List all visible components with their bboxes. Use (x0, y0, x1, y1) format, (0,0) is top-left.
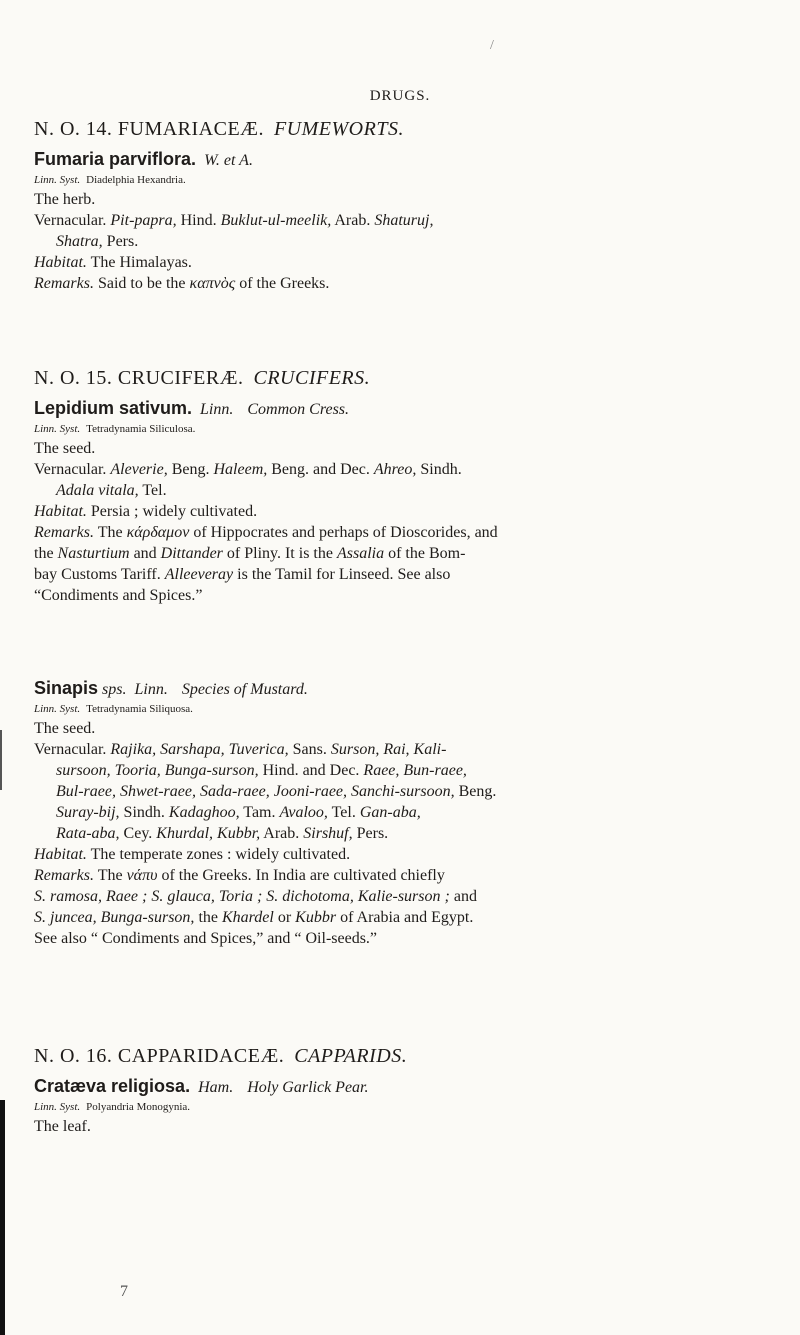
section-fumariaceae (34, 118, 764, 294)
species-heading: Fumaria parviflora. W. et A. (34, 149, 253, 169)
remarks-line: Remarks. The νάπυ of the Greeks. In India are cultivated chiefly (34, 867, 445, 884)
scan-edge-mark (0, 730, 2, 790)
vernacular-line: Adala vitala, Tel. (56, 482, 167, 499)
linnaean-system: Linn. Syst. Diadelphia Hexandria. (34, 174, 186, 186)
remarks-line: Remarks. Said to be the καπνὸς of the Greeks. (34, 275, 330, 292)
section-capparidaceae (34, 1045, 764, 1137)
habitat-line: Habitat. Persia ; widely cultivated. (34, 503, 258, 520)
remarks-line: S. juncea, Bunga-surson, the Khardel or Kubbr of Arabia and Egypt. (34, 909, 474, 926)
vernacular-line: Vernacular. Aleverie, Beng. Haleem, Beng. and Dec. Ahreo, Sindh. (34, 461, 462, 478)
vernacular-line: Rata-aba, Cey. Khurdal, Kubbr, Arab. Sirshuf, Pers. (56, 825, 389, 842)
habitat-line: Habitat. The temperate zones : widely cultivated. (34, 846, 351, 863)
vernacular-line: Bul-raee, Shwet-raee, Sada-raee, Jooni-raee, Sanchi-sursoon, Beng. (56, 783, 497, 800)
species-heading: Cratæva religiosa. Ham. Holy Garlick Pear. (34, 1076, 369, 1096)
order-heading: N. O. 16. CAPPARIDACEÆ. CAPPARIDS. (34, 1045, 408, 1067)
order-heading: N. O. 14. FUMARIACEÆ. FUMEWORTS. (34, 118, 404, 140)
part-used: The herb. (34, 191, 96, 208)
linnaean-system: Linn. Syst. Tetradynamia Siliquosa. (34, 703, 193, 715)
part-used: The leaf. (34, 1118, 91, 1135)
remarks-line: S. ramosa, Raee ; S. glauca, Toria ; S. dichotoma, Kalie-surson ; and (34, 888, 477, 905)
remarks-line: “Condiments and Spices.” (34, 587, 203, 604)
species-heading: Lepidium sativum. Linn. Common Cress. (34, 398, 350, 418)
species-heading: Sinapis sps. Linn. Species of Mustard. (34, 678, 308, 698)
stray-mark: / (490, 38, 494, 53)
remarks-line: bay Customs Tariff. Alleeveray is the Tamil for Linseed. See also (34, 566, 451, 583)
page-number: 7 (120, 1283, 128, 1300)
linnaean-system: Linn. Syst. Tetradynamia Siliculosa. (34, 423, 196, 435)
habitat-line: Habitat. The Himalayas. (34, 254, 192, 271)
vernacular-line: Vernacular. Pit-papra, Hind. Buklut-ul-meelik, Arab. Shaturuj, (34, 212, 434, 229)
running-header: DRUGS. (369, 88, 431, 104)
section-cruciferae (34, 367, 764, 606)
section-sinapis (34, 678, 764, 949)
linnaean-system: Linn. Syst. Polyandria Monogynia. (34, 1101, 191, 1113)
vernacular-line: Vernacular. Rajika, Sarshapa, Tuverica, Sans. Surson, Rai, Kali- (34, 741, 447, 758)
vernacular-line: Shatra, Pers. (56, 233, 139, 250)
part-used: The seed. (34, 720, 96, 737)
scan-edge (0, 1100, 5, 1335)
remarks-line: the Nasturtium and Dittander of Pliny. It is the Assalia of the Bom- (34, 545, 466, 562)
vernacular-line: Suray-bij, Sindh. Kadaghoo, Tam. Avaloo, Tel. Gan-aba, (56, 804, 421, 821)
part-used: The seed. (34, 440, 96, 457)
order-heading: N. O. 15. CRUCIFERÆ. CRUCIFERS. (34, 367, 371, 389)
remarks-line: See also “ Condiments and Spices,” and “ Oil-seeds.” (34, 930, 378, 947)
vernacular-line: sursoon, Tooria, Bunga-surson, Hind. and Dec. Raee, Bun-raee, (56, 762, 467, 779)
remarks-line: Remarks. The κάρδαμον of Hippocrates and perhaps of Dioscorides, and (34, 524, 498, 541)
